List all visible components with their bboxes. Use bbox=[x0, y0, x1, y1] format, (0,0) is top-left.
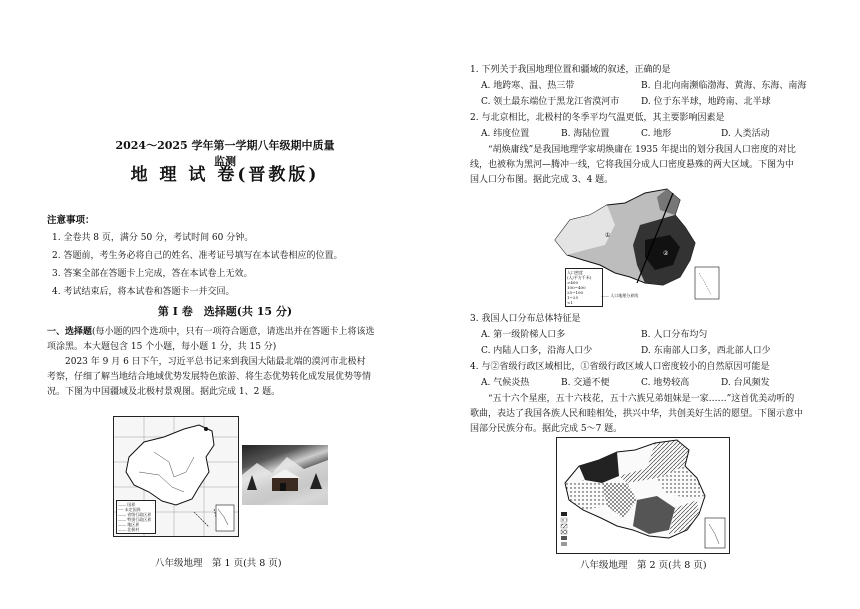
divide-line-legend: —— 人口地理分界线 bbox=[601, 293, 639, 298]
instr-line: 项涂黑。本大题包含 15 个小题，每小题 1 分，共 15 分) bbox=[47, 342, 277, 352]
q1-option-b: B. 自北向南濒临渤海、黄海、东海、南海 bbox=[641, 81, 807, 91]
notice-item: 3. 答案全部在答题卡上完成，答在本试卷上无效。 bbox=[52, 269, 253, 279]
q3-option-d: D. 东南部人口多，西北部人口少 bbox=[641, 346, 771, 356]
paper-title: 地 理 试 卷(晋教版) bbox=[130, 165, 320, 185]
population-legend bbox=[565, 268, 603, 307]
legend-title: 人口密度 bbox=[567, 270, 583, 275]
q4-option-b: B. 交通不便 bbox=[561, 378, 610, 388]
instr-label: 一、选择题 bbox=[47, 327, 93, 337]
intro-line: “胡焕庸线”是我国地理学家胡焕庸在 1935 年提出的划分我国人口密度的对比 bbox=[488, 145, 796, 155]
legend-entry: —— 北极村 bbox=[118, 527, 140, 532]
legend-unit: (人/平方千米) bbox=[567, 275, 592, 280]
intro-5-7 bbox=[470, 392, 803, 437]
legend-entry: ---- 未定国界 bbox=[118, 507, 141, 512]
ethnic-map-graphic bbox=[557, 438, 729, 553]
notice-heading: 注意事项： bbox=[47, 215, 95, 226]
question-1: 1. 下列关于我国地理位置和疆域的叙述，正确的是 bbox=[470, 65, 671, 75]
q2-option-d: D. 人类活动 bbox=[721, 129, 770, 139]
q3-option-a: A. 第一级阶梯人口多 bbox=[481, 330, 566, 340]
intro-line: 歌曲，表达了我国各族人民和睦相处，拱兴中华，共创美好生活的愿望。下图示意中 bbox=[470, 409, 804, 419]
notice-item: 4. 考试结束后，将本试卷和答题卡一并交回。 bbox=[52, 287, 235, 297]
q2-option-c: C. 地形 bbox=[641, 129, 672, 139]
context-line: 况。下图为中国疆域及北极村景观图。据此完成 1、2 题。 bbox=[47, 387, 281, 397]
beiji-village-photo bbox=[242, 445, 328, 505]
page-footer: 八年级地理 第 1 页(共 8 页) bbox=[155, 558, 282, 569]
page-footer: 八年级地理 第 2 页(共 8 页) bbox=[580, 560, 707, 571]
legend-entry: 25~100 bbox=[567, 290, 584, 295]
svg-text:②: ② bbox=[663, 250, 669, 257]
q3-option-c: C. 内陆人口多，沿海人口少 bbox=[481, 346, 593, 356]
question-3: 3. 我国人口分布总体特征是 bbox=[470, 314, 581, 324]
intro-3-4 bbox=[470, 143, 796, 188]
intro-line: “五十六个星座，五十六枝花，五十六族兄弟姐妹是一家……”这首优美动听的 bbox=[488, 394, 795, 404]
notice-item: 1. 全卷共 8 页，满分 50 分，考试时间 60 分钟。 bbox=[52, 233, 254, 243]
legend-entry: 100~400 bbox=[567, 285, 586, 290]
question-2: 2. 与北京相比，北极村的冬季平均气温更低，其主要影响因素是 bbox=[470, 113, 725, 123]
q2-option-b: B. 海陆位置 bbox=[561, 129, 610, 139]
instructions bbox=[47, 325, 432, 400]
legend-entry: >400 bbox=[567, 280, 578, 285]
q4-option-c: C. 地势较高 bbox=[641, 378, 690, 388]
intro-line: 国部分民族分布。据此完成 5～7 题。 bbox=[470, 424, 623, 434]
question-4: 4. 与②省级行政区域相比，①省级行政区域人口密度较小的自然原因可能是 bbox=[470, 362, 770, 372]
q4-option-a: A. 气候炎热 bbox=[481, 378, 530, 388]
instr-line: (每小题的四个选项中，只有一项符合题意，请选出并在答题卡上将该选 bbox=[92, 327, 375, 337]
ethnic-distribution-map bbox=[556, 437, 730, 554]
legend-entry: —— 地区界 bbox=[118, 522, 140, 527]
svg-text:①: ① bbox=[605, 232, 611, 239]
section-heading: 第 Ⅰ 卷 选择题(共 15 分) bbox=[157, 305, 293, 318]
china-territory-map bbox=[113, 416, 239, 537]
q3-option-b: B. 人口分布均匀 bbox=[641, 330, 708, 340]
legend-entry: —— 省级行政区界 bbox=[118, 512, 152, 517]
q2-option-a: A. 纬度位置 bbox=[481, 129, 530, 139]
intro-line: 线，也被称为黑河—腾冲一线，它将我国分成人口密度悬殊的两大区域。下图为中 bbox=[470, 160, 795, 170]
legend-entry: —— 特别行政区界 bbox=[118, 517, 152, 522]
q1-option-a: A. 地跨寒、温、热三带 bbox=[481, 81, 575, 91]
context-line: 2023 年 9 月 6 日下午，习近平总书记来到我国大陆最北端的漠河市北极村 bbox=[65, 357, 366, 367]
q1-option-d: D. 位于东半球，地跨南、北半球 bbox=[641, 97, 771, 107]
exam-title: 2024～2025 学年第一学期八年级期中质量监测 bbox=[115, 139, 335, 168]
legend-entry: 1~25 bbox=[567, 295, 578, 300]
population-density-map bbox=[545, 185, 725, 305]
q1-option-c: C. 领土最东端位于黑龙江省漠河市 bbox=[481, 97, 620, 107]
map-legend bbox=[116, 500, 156, 534]
legend-entry: —— 国界 bbox=[118, 502, 136, 507]
context-line: 考察，仔细了解当地结合地域优势发展特色旅游、将生态优势转化成发展优势等情 bbox=[47, 372, 372, 382]
legend-entry: <1 bbox=[567, 300, 573, 305]
snow-landscape-graphic bbox=[242, 445, 328, 505]
q4-option-d: D. 台风频发 bbox=[721, 378, 770, 388]
notice-item: 2. 答题前，考生务必将自己的姓名、准考证号填写在本试卷相应的位置。 bbox=[52, 251, 343, 261]
intro-line: 国人口分布图。据此完成 3、4 题。 bbox=[470, 175, 614, 185]
